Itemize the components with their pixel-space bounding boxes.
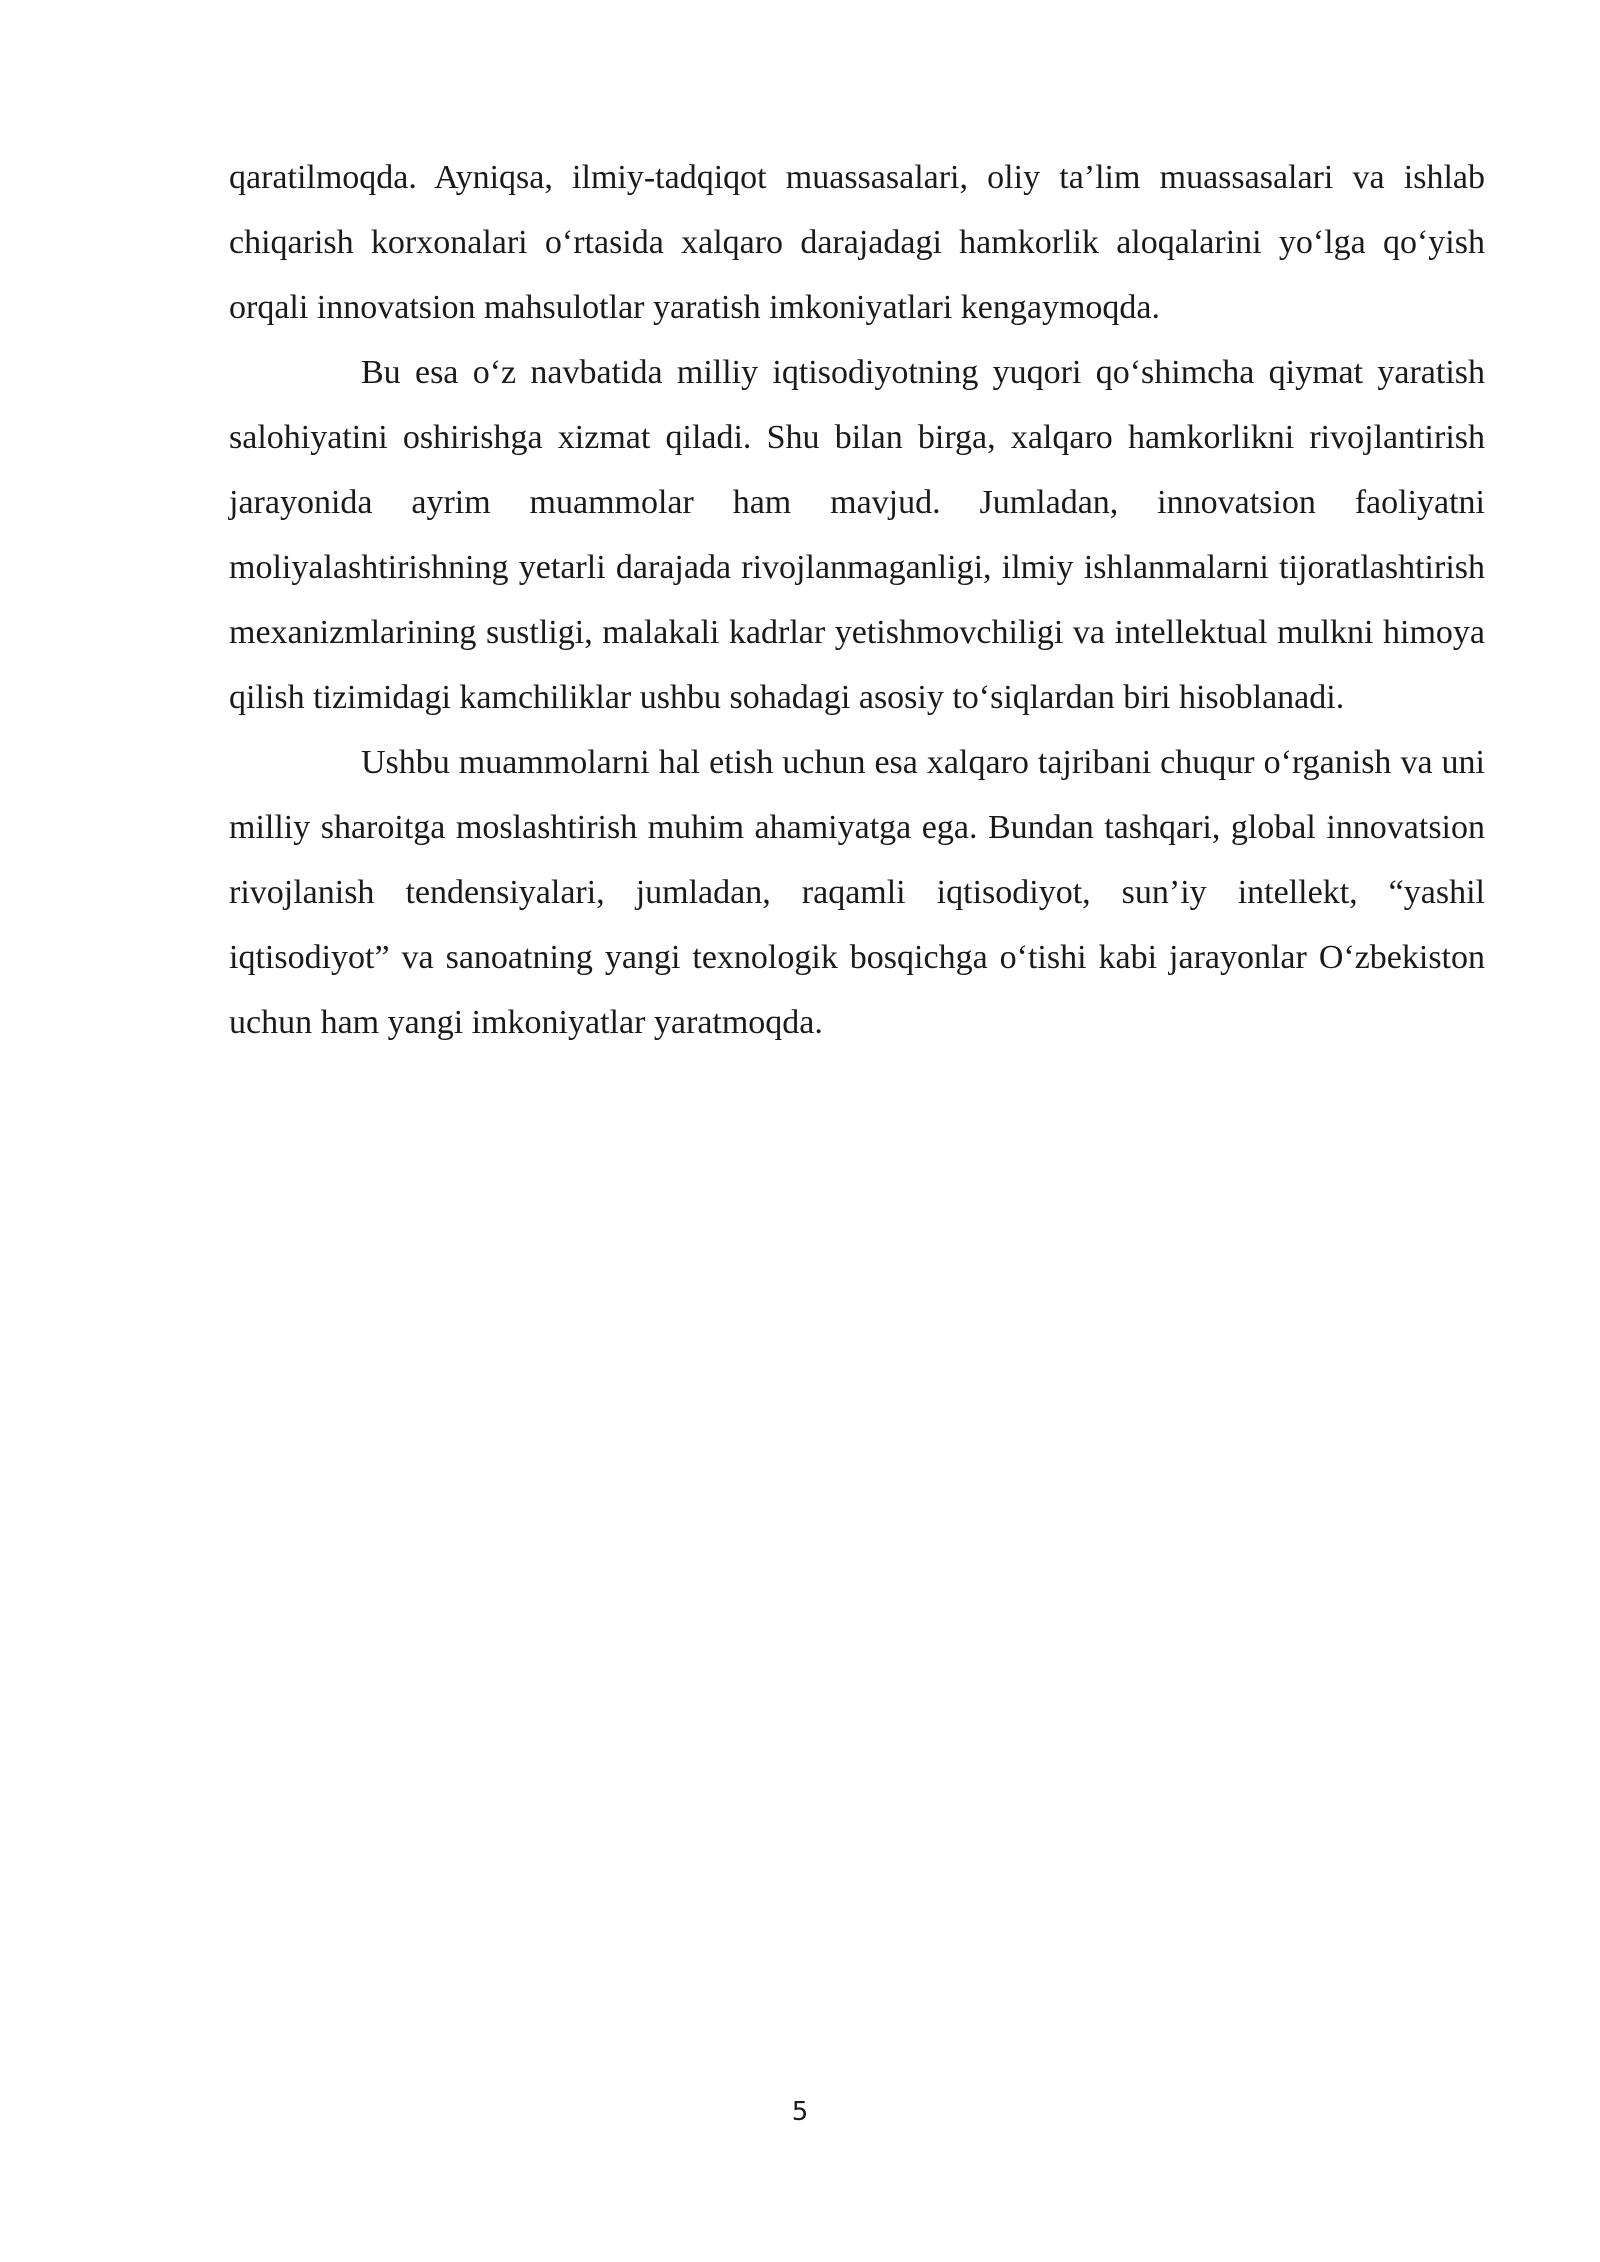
body-text xyxy=(229,145,1485,1055)
paragraph-continuation: qaratilmoqda. Ayniqsa, ilmiy-tadqiqot muassasalari, oliy ta’lim muassasalari va ishlab chiqarish korxonalari o‘rtasida xalqaro darajadagi hamkorlik aloqalarini yo‘lga qo‘yish orqali innovatsion mahsulotlar yaratish imkoniyatlari kengaymoqda. xyxy=(229,159,1485,326)
paragraph-indented: Ushbu muammolarni hal etish uchun esa xalqaro tajribani chuqur o‘rganish va uni milliy sharoitga moslashtirish muhim ahamiyatga ega. Bundan tashqari, global innovatsion rivojlanish tendensiyalari, jumladan, raqamli iqtisodiyot, sun’iy intellekt, “yashil iqtisodiyot” va sanoatning yangi texnologik bosqichga o‘tishi kabi jarayonlar O‘zbekiston uchun ham yangi imkoniyatlar yaratmoqda. xyxy=(229,744,1485,1041)
page-number: 5 xyxy=(791,2097,809,2127)
paragraph-indented: Bu esa o‘z navbatida milliy iqtisodiyotning yuqori qo‘shimcha qiymat yaratish salohiyatini oshirishga xizmat qiladi. Shu bilan birga, xalqaro hamkorlikni rivojlantirish jarayonida ayrim muammolar ham mavjud. Jumladan, innovatsion faoliyatni moliyalashtirishning yetarli darajada rivojlanmaganligi, ilmiy ishlanmalarni tijoratlashtirish mexanizmlarining sustligi, malakali kadrlar yetishmovchiligi va intellektual mulkni himoya qilish tizimidagi kamchiliklar ushbu sohadagi asosiy to‘siqlardan biri hisoblanadi. xyxy=(229,354,1485,716)
